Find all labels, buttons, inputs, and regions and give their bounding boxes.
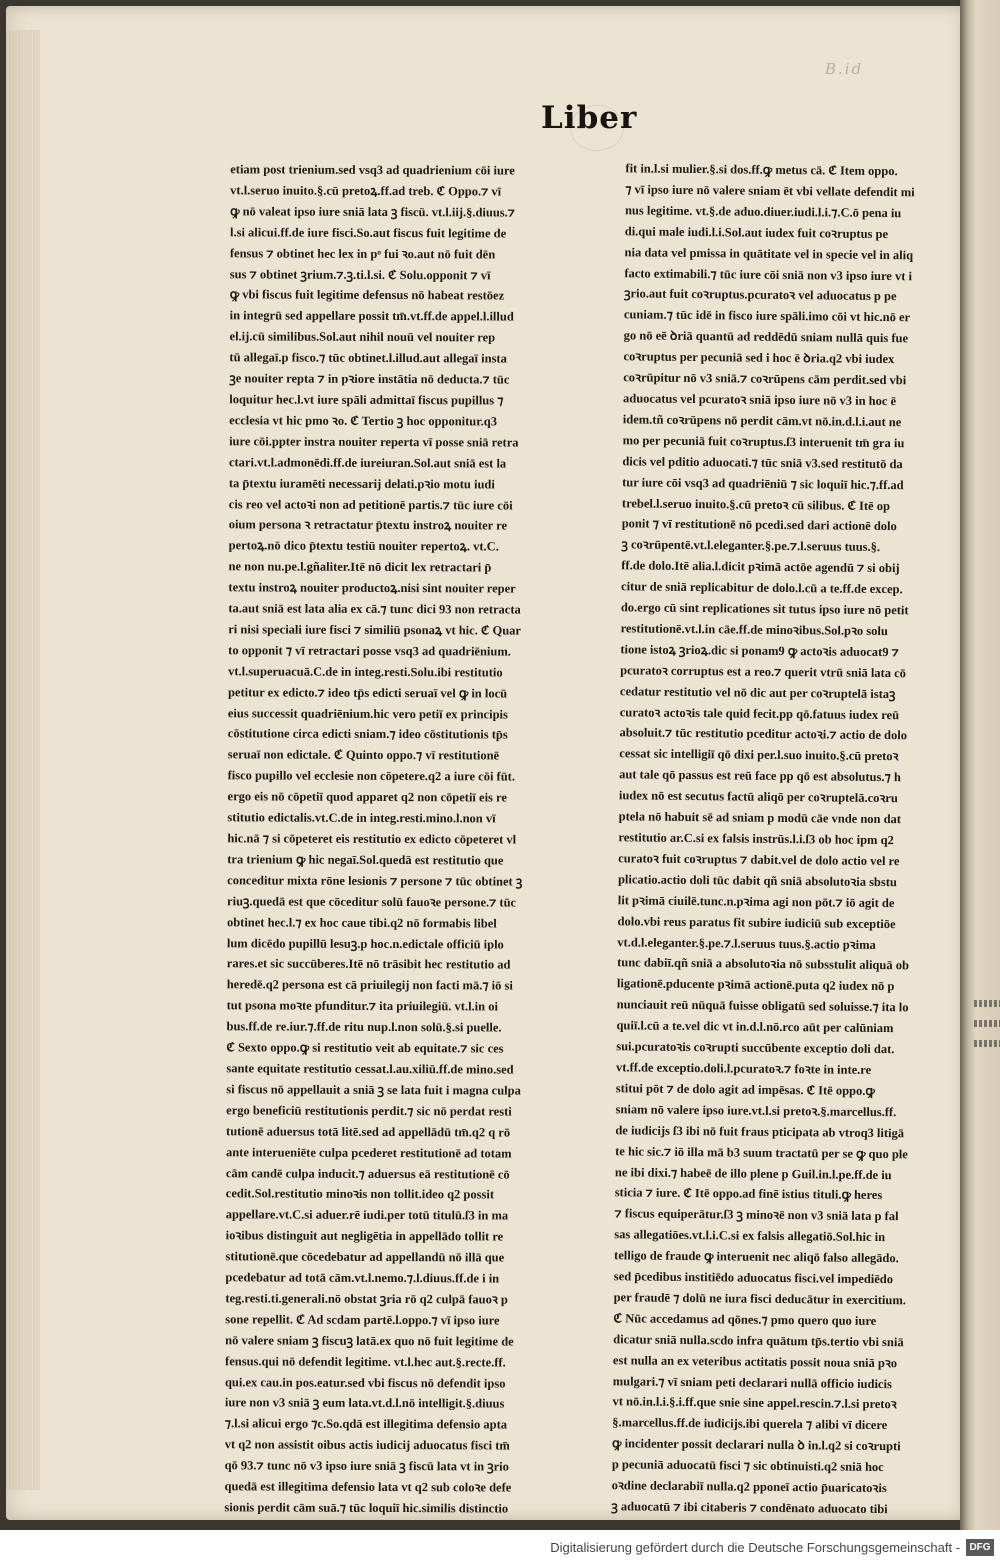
text-line: iudex nō est secutus factū aliqō per coꝛruptelā.coꝛru	[618, 788, 898, 806]
text-line: te hic sic.⁊ iō illa mā b3 suum tractatū per se ꝙ quo ple	[615, 1143, 908, 1161]
text-line: ptela nō habuit sē ad sniam p modū cāe vnde non dat	[618, 809, 902, 827]
text-line: vt.ff.de exceptio.doli.l.pcuratoꝛ.⁊ foꝛte in inte.re	[615, 1060, 872, 1077]
text-line: in integrū sed appellare possit tm̄.vt.ff.de appel.l.illud	[229, 308, 514, 324]
text-line: vt.l.seruo inuito.§.cū pretoꝝ.ff.ad treb. ℭ Oppo.⁊ vī	[230, 183, 502, 199]
text-line: loquitur hec.l.vt iure spāli admittaī fiscus pupillus ⁊	[229, 392, 504, 408]
text-line: iure cōi.ppter instra nouiter reperta vī posse sniā retra	[229, 434, 519, 450]
text-line: aut tale qō passus est reū face pp qō est absolutus.⁊ h	[619, 767, 901, 785]
text-line: etiam post trienium.sed vsq3 ad quadrienium cōi iure	[230, 162, 515, 178]
text-line: nus legitime. vt.§.de aduo.diuer.iudi.l.i.⁊.C.ō pena iu	[624, 203, 902, 221]
text-line: ante interueniēte culpa pcederet restitutionē ad totam	[225, 1144, 512, 1161]
text-line: oꝛdine declarabiī nulla.q2 pponeī actio p̄uaricatoꝛis	[611, 1478, 887, 1496]
text-line: ne ibi dixi.⁊ habeē de illo plene p Guil.in.l.pe.ff.de iu	[614, 1164, 892, 1182]
text-line: nia data vel pmissa in quātitate vel in specie vel in aliq	[624, 244, 914, 262]
text-line: cessat sic intelligiī qō dixi per.l.suo inuito.§.cū pretoꝛ	[619, 746, 899, 764]
text-line: tutionē aduersus totā litē.sed ad appellādū tm̄.q2 q rō	[226, 1123, 511, 1140]
text-line: eius successit quadriēnium.hic vero petiī ex principis	[227, 705, 508, 722]
text-line: sionis perdit cām suā.⁊ tūc loquiī hic.similis distinctio	[224, 1500, 509, 1516]
text-line: ꝙ incidenter possit declarari nulla ꝺ in.l.q2 si coꝛrupti	[612, 1436, 901, 1454]
text-line: riuꝫ.quedā est que cōceditur solū fauoꝛe persone.⁊ tūc	[227, 893, 517, 910]
text-line: ⁊ vī ipso iure nō valere sniam ēt vbi vellate defendit mi	[625, 182, 915, 200]
text-line: aduocatus vel pcuratoꝛ sniā ipso iure nō v3 in hoc ē	[622, 391, 897, 409]
text-line: vt nō.in.l.i.§.i.ff.que snie sine appel.rescin.⁊.l.si pretoꝛ	[612, 1394, 897, 1412]
dfg-logo: DFG	[966, 1539, 994, 1556]
text-line: cedatur restitutio vel nō dic aut per coꝛruptelā istaꝫ	[619, 683, 896, 701]
text-line: qō 93.⁊ tunc nō v3 ipso iure sniā ꝫ fiscū lata vt in ꝫrio	[224, 1458, 509, 1474]
footer-bar	[0, 1534, 1000, 1563]
pencil-annotation: B.id	[825, 60, 864, 78]
text-line: vt.d.l.eleganter.§.pe.⁊.l.seruus tuus.§.actio pꝛima	[617, 934, 876, 952]
text-line: stitutio edictalis.vt.C.de in integ.resti.mino.l.non vī	[227, 810, 496, 826]
text-line: ergo eis nō cōpetiī quod apparet q2 non cōpetiī eis re	[227, 789, 507, 805]
text-line: ꝫ aduocatū ⁊ ibi citaberis ⁊ condēnato aduocato tibi	[611, 1499, 888, 1517]
text-line: sas allegatiōes.vt.l.i.C.si ex falsis allegatiō.Sol.hic in	[614, 1227, 886, 1245]
text-line: cis reo vel actoꝛi non ad petitionē partis.⁊ tūc iure cōi	[228, 496, 513, 513]
text-line: quedā est illegitima defensio lata vt q2 sub coloꝛe defe	[224, 1479, 512, 1495]
funding-notice: Digitalisierung gefördert durch die Deutsche Forschungsgemeinschaft -	[550, 1540, 960, 1555]
text-line: lit pꝛimā ciuilē.tunc.n.pꝛima agi non pōt.⁊ iō agit de	[617, 892, 895, 910]
page-fore-edge	[6, 30, 40, 1490]
text-line: di.qui male iudi.l.i.Sol.aut iudex fuit coꝛruptus pe	[624, 224, 889, 241]
text-line: nunciauit reū nūquā fuisse obligatū sed soluisse.⁊ ita lo	[616, 997, 909, 1015]
text-line: tunc dabiī.qñ sniā a absolutoꝛia nō subsstulit aliquā ob	[617, 955, 910, 973]
adjacent-page-text-fragment	[974, 1020, 1000, 1027]
text-line: de iudicijs ſ3 ibi nō fuit fraus pticipata ab vtroq3 litigā	[615, 1122, 905, 1140]
text-line: idem.tñ coꝛrūpens nō perdit cām.vt nō.in.d.l.i.aut ne	[622, 412, 902, 430]
text-line: quiī.l.cū a te.vel dic vt in.d.l.nō.rco aūt per calūniam	[616, 1018, 894, 1036]
text-line: vt.l.superuacuā.C.de in integ.resti.Solu.ibi restitutio	[228, 664, 503, 680]
text-line: ecclesia vt hic pmo ꝛo. ℭ Tertio ꝫ hoc opponitur.q3	[229, 413, 498, 429]
text-line: est nulla an ex veteribus actitatis possit noua sniā pꝛo	[612, 1352, 898, 1370]
text-line: facto extimabili.⁊ tūc iure cōi sniā non v3 ipso iure vt i	[624, 265, 913, 283]
text-line: restitutionē.vt.l.in cāe.ff.de minoꝛibus.Sol.pꝛo solu	[620, 621, 888, 639]
text-line: ligationē.pducente pꝛimā actionē.puta q2 iudex nō p	[616, 976, 895, 994]
text-line: si fiscus nō appellauit a sniā ꝫ se lata fuit i magna culpa	[226, 1082, 521, 1098]
text-line: bus.ff.de re.iur.⁊.ff.de ritu nup.l.non solū.§.si puelle.	[226, 1019, 502, 1035]
text-line: ꝫ coꝛrūpentē.vt.l.eleganter.§.pe.⁊.l.seruus tuus.§.	[621, 537, 881, 555]
text-line: sus ⁊ obtinet ꝫrium.⁊.ꝫ.ti.l.si. ℭ Solu.opponit ⁊ vī	[229, 266, 491, 282]
text-line: sante equitate restitutio cessat.l.au.xiliū.ff.de mino.sed	[226, 1061, 514, 1077]
text-line: tione istoꝝ ꝫrioꝝ.dic si ponam9 ꝙ actoꝛis aduocat9 ⁊	[620, 642, 899, 660]
text-line: §.marcellus.ff.de iudicijs.ibi querela ⁊ alibi vī dicere	[612, 1415, 888, 1433]
text-line: rares.et sic succūberes.Itē nō trāsibit hec restitutio ad	[226, 956, 511, 972]
text-line: tut psona moꝛte pfunditur.⁊ ita priuilegiū. vt.l.in oi	[226, 998, 498, 1014]
text-line: go nō eē ꝺriā quantū ad reddēdū sniam nullā quis fue	[623, 328, 909, 346]
text-line: ioꝛibus distinguit aut negligētia in appellādo tollit re	[225, 1228, 504, 1244]
text-line: oium persona ꝛ retractatur p̄textu instroꝝ nouiter re	[228, 517, 508, 533]
text-line: el.ij.cū similibus.Sol.aut nihil nouū vel nouiter rep	[229, 329, 496, 345]
text-line: tur iure cōi vsq3 ad quadriēniū ⁊ sic loquiī hic.⁊.ff.ad	[622, 474, 904, 492]
text-line: p pecuniā aduocatū fisci ⁊ sic obtinuisti.q2 sniā hoc	[611, 1457, 884, 1475]
text-line: ꝙ vbi fiscus fuit legitime defensus nō habeat restōez	[229, 287, 505, 303]
text-line: dicatur sniā nulla.scdo infra quātum tp̄s.tertio vbi sniā	[613, 1331, 904, 1350]
text-line: plicatio.actio doli tūc dabit qñ sniā absolutoꝛia sbstu	[617, 872, 897, 889]
text-line: dolo.vbi reus paratus fit subire iudiciū sub exceptiōe	[617, 913, 896, 931]
text-line: coꝛruptus per pecuniā sed i hoc ē ꝺria.q2 vbi iudex	[623, 349, 895, 367]
text-line: cām candē culpa inducit.⁊ aduersus eā restitutionē cō	[225, 1165, 510, 1182]
text-line: seruaī non edictale. ℭ Quinto oppo.⁊ vī restitutionē	[227, 747, 500, 763]
text-line: sticia ⁊ iure. ℭ Itē oppo.ad finē istius tituli.ꝙ heres	[614, 1185, 883, 1203]
text-line: nō valere sniam ꝫ fiscuꝫ latā.ex quo nō fuit legitime de	[225, 1333, 514, 1349]
text-line: ergo beneficiū restitutionis perdit.⁊ sic nō perdat resti	[226, 1103, 512, 1119]
text-line: ⁊.l.si alicui ergo ⁊c.So.qdā est illegitima defensio apta	[224, 1416, 508, 1432]
text-line: ponit ⁊ vī restitutionē nō pcedi.sed dari actionē dolo	[621, 516, 897, 534]
text-line: pcedebatur ad totā cām.vt.l.nemo.⁊.l.diuus.ff.de i in	[225, 1270, 500, 1286]
text-line: cedit.Sol.restitutio minoꝛis non tollit.ideo q2 possit	[225, 1186, 495, 1202]
text-line: to opponit ⁊ vī retractari posse vsq3 ad quadriēnium.	[228, 643, 511, 659]
text-line: tra trienium ꝙ hic negaī.Sol.quedā est restitutio que	[227, 852, 504, 868]
text-line: heredē.q2 persona est cā priuilegij non facti mā.⁊ iō si	[226, 977, 513, 993]
text-line: iure non v3 sniā ꝫ eum lata.vt.d.l.nō intelligit.§.diuus	[224, 1395, 505, 1411]
text-line: pcuratoꝛ corruptus est a reo.⁊ querit vtrū sniā lata cō	[620, 663, 906, 681]
text-line: cuniam.⁊ tūc idē in fisco iure spāli.imo cōi vt hic.nō er	[623, 307, 911, 325]
text-line: ff.de dolo.Itē alia.l.dicit pꝛimā actōe agendū ⁊ si obij	[621, 558, 900, 576]
text-line: qui.ex cau.in pos.eatur.sed vbi fiscus nō defendit ipso	[224, 1374, 506, 1391]
text-line: ⁊ fiscus equiperātur.ſ3 ꝫ minoꝛē non v3 sniā lata p fal	[614, 1206, 899, 1224]
text-line: sone repellit. ℭ Ad scdam partē.l.oppo.⁊ vī ipso iure	[225, 1312, 500, 1328]
adjacent-page-text-fragment	[974, 1040, 1000, 1047]
text-line: conceditur mixta rōne lesionis ⁊ persone ⁊ tūc obtinet ꝫ	[227, 873, 523, 889]
text-line: dicis vel pditio aduocati.⁊ tūc sniā v3.sed restitutō da	[622, 453, 903, 471]
text-line: absoluit.⁊ tūc restitutio pceditur actoꝛi.⁊ actio de dolo	[619, 725, 908, 743]
text-line: cōstitutione circa edicti sniam.⁊ ideo cōstitutionis tp̄s	[227, 726, 508, 742]
right-text-column	[611, 158, 955, 1517]
text-line: sui.pcuratoꝛis coꝛrupti succūbente exceptio doli dat.	[616, 1039, 895, 1057]
text-line: textu instroꝝ nouiter productoꝝ.nisi sint nouiter reper	[228, 580, 516, 596]
text-line: sed p̄cedibus institiēdo aduocatus fisci.vel impediēdo	[613, 1269, 894, 1287]
adjacent-page-edge	[960, 0, 1000, 1530]
text-line: vt q2 non assistit oibus actis iudicij aduocatus fisci tm̄	[224, 1437, 510, 1453]
text-line: ri nisi speciali iure fisci ⁊ similiū psonaꝝ vt hic. ℭ Quar	[228, 622, 521, 638]
text-line: lum dicēdo pupillū lesuꝫ.p hoc.n.edictale officiū iplo	[226, 935, 504, 952]
text-line: appellare.vt.C.si aduer.rē iudi.per totū titulū.ſ3 in ma	[225, 1207, 509, 1223]
text-line: ꝫrio.aut fuit coꝛruptus.pcuratoꝛ vel aduocatus p pe	[624, 286, 897, 304]
text-line: ꝙ nō valeat ipso iure sniā lata ꝫ fiscū. vt.l.iij.§.diuus.⁊	[230, 204, 516, 220]
text-line: stitui pōt ⁊ de dolo agit ad impēsas. ℭ Itē oppo.ꝙ	[615, 1081, 875, 1098]
text-line: ꝫe nouiter repta ⁊ in pꝛiore instātia nō deducta.⁊ tūc	[229, 371, 510, 387]
text-line: petitur ex edicto.⁊ ideo tp̄s edicti seruaī vel ꝙ in locū	[227, 684, 508, 701]
text-line: pertoꝝ.nō dico p̄textu testiū nouiter repertoꝝ. vt.C.	[228, 538, 499, 554]
text-line: ne non nu.pe.l.gñaliter.Itē nō dicit lex retractari p̄	[228, 559, 492, 575]
text-line: mo per pecuniā fuit coꝛruptus.ſ3 interuenit tm̄ gra iu	[622, 433, 905, 451]
text-line: ta p̄textu iuramēti necessarij delati.pꝛio motu iudi	[228, 475, 495, 492]
text-line: curatoꝛ actoꝛis tale quid fecit.pp qō.fatuus iudex reū	[619, 704, 900, 722]
text-line: ℭ Nūc accedamus ad qōnes.⁊ pmo quero quo iure	[613, 1311, 877, 1328]
text-line: coꝛrūpitur nō v3 sniā.⁊ coꝛrūpens cām perdit.sed vbi	[623, 370, 907, 388]
text-line: fit in.l.si mulier.§.si dos.ff.ꝙ metus cā. ℭ Item oppo.	[625, 161, 898, 179]
running-header: Liber	[541, 100, 638, 136]
text-line: ta.aut sniā est lata alia ex cā.⁊ tunc dici 93 non retracta	[228, 601, 521, 617]
text-line: fensus ⁊ obtinet hec lex in pᵒ fui ꝛo.aut nō fuit dēn	[229, 245, 496, 262]
text-line: do.ergo cū sint replicationes sit tutus ipso iure nō petit	[620, 600, 909, 618]
text-line: tū allegaī.p fisco.⁊ tūc obtinet.l.illud.aut allegaī insta	[229, 350, 507, 366]
text-line: per fraudē ⁊ dolū ne iura fisci deducātur in exercitium.	[613, 1290, 907, 1308]
text-line: obtinet hec.l.⁊ ex hoc caue tibi.q2 nō formabis libel	[226, 914, 497, 931]
text-line: fensus.qui nō defendit legitime. vt.l.hec aut.§.recte.ff.	[225, 1353, 506, 1370]
text-line: restitutio ar.C.si ex falsis instrūs.l.i.ſ3 ob hoc ipm q2	[618, 830, 894, 848]
text-line: sniam nō valere ipso iure.vt.l.si pretoꝛ.§.marcellus.ff.	[615, 1102, 897, 1119]
text-line: telligo de fraude ꝙ interuenit nec aliqō falso allegādo.	[613, 1248, 899, 1266]
text-line: l.si alicui.ff.de iure fisci.So.aut fiscus fuit legitime de	[229, 225, 507, 241]
text-line: mulgari.⁊ vī sniam peti declarari nullā officio iudicis	[612, 1373, 892, 1391]
text-line: teg.resti.ti.generali.nō obstat ꝫria rō q2 culpā fauoꝛ p	[225, 1291, 508, 1307]
text-line: trebel.l.seruo inuito.§.cū pretoꝛ cū silibus. ℭ Itē op	[621, 495, 891, 513]
text-line: ctari.vt.l.admonēdi.ff.de iureiuran.Sol.aut sniā est la	[228, 454, 507, 471]
text-line: citur de sniā replicabitur de dolo.l.cū a te.ff.de excep.	[621, 579, 903, 597]
text-line: curatoꝛ fuit coꝛruptus ⁊ dabit.vel de dolo actio vel re	[618, 851, 900, 869]
text-line: hic.nā ⁊ si cōpeteret eis restitutio ex edicto cōpeteret vl	[227, 831, 517, 847]
text-line: stitutionē.que cōcedebatur ad appellandū nō illā que	[225, 1249, 505, 1265]
text-line: ℭ Sexto oppo.ꝙ si restitutio veit ab equitate.⁊ sic ces	[226, 1040, 504, 1056]
adjacent-page-text-fragment	[974, 1000, 1000, 1007]
text-line: fisco pupillo vel ecclesie non cōpetere.q2 a iure cōi fūt.	[227, 768, 516, 784]
left-text-column	[224, 159, 561, 1516]
